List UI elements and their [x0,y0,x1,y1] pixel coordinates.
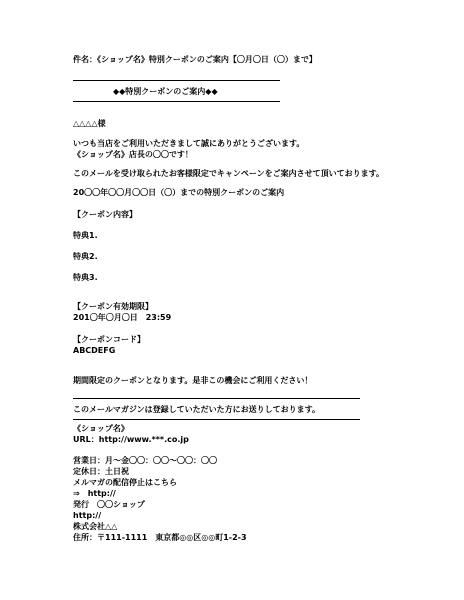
footer-address: 住所：〒111-1111 東京都◎◎区◎◎町1-2-3 [73,533,247,542]
footer-shop-name: 《ショップ名》 [73,424,129,433]
footer-hours: 営業日：月～金〇〇：〇〇～〇〇：〇〇 [73,456,217,465]
email-title: ◆◆特別クーポンのご案内◆◆ [113,87,218,96]
footer-unsubscribe-link[interactable]: ⇒ http:// [73,489,116,498]
coupon-code: ABCDEFG [73,346,116,355]
date-line: 20〇〇年〇〇月〇〇日（〇）までの特別クーポンのご案内 [73,188,285,197]
footer-holidays: 定休日：土日祝 [73,467,129,476]
divider-title-bottom [73,101,280,102]
benefit-1: 特典1. [73,231,98,240]
divider-notice-top [73,398,360,399]
greeting-text: いつも当店をご利用いただきまして誠にありがとうございます。 [73,139,305,148]
recipient-name: △△△△様 [73,119,106,128]
footer-publisher-url[interactable]: http:// [73,511,102,520]
validity-heading: 【クーポン有効期限】 [73,302,153,311]
closing-text: 期間限定のクーポンとなります。是非この機会にご利用ください！ [73,376,313,385]
shop-manager-text: 《ショップ名》店長の〇〇です！ [73,150,193,159]
code-heading: 【クーポンコード】 [73,335,145,344]
validity-value: 201〇年〇月〇日 23:59 [73,313,172,322]
benefit-3: 特典3. [73,273,98,282]
footer-unsubscribe: メルマガの配信停止はこちら [73,478,177,487]
divider-notice-bottom [73,419,360,420]
footer-url[interactable]: URL：http://www.***.co.jp [73,435,189,444]
footer-company: 株式会社△△ [73,522,118,531]
coupon-content-heading: 【クーポン内容】 [73,210,137,219]
notice-text: このメールマガジンは登録していただいた方にお送りしております。 [73,405,320,414]
benefit-2: 特典2. [73,252,98,261]
subject-line: 件名：《ショップ名》特別クーポンのご案内【〇月〇日（〇）まで】 [73,55,317,64]
divider-top [73,80,280,81]
footer-publisher: 発行 〇〇ショップ [73,500,145,509]
intro-text: このメールを受け取られたお客様限定でキャンペーンをご案内させて頂いております。 [73,169,385,178]
